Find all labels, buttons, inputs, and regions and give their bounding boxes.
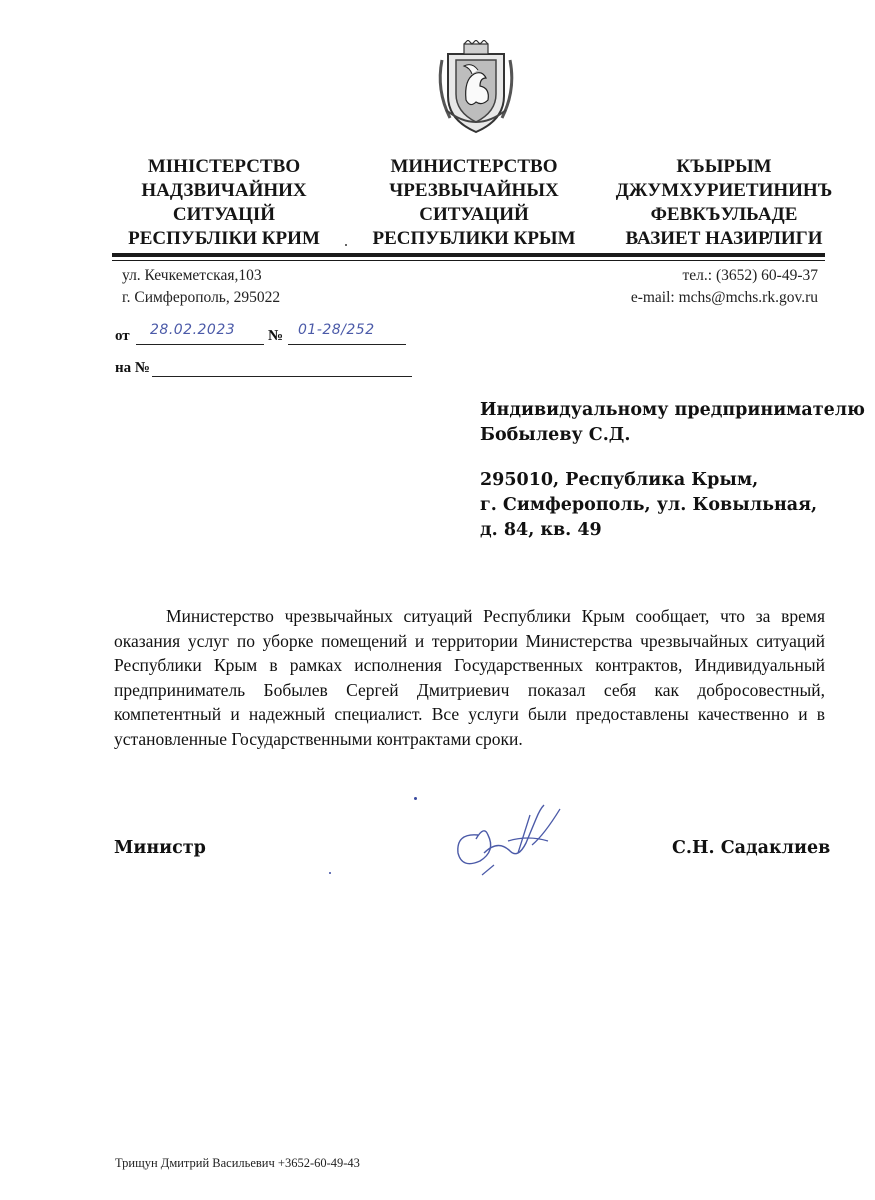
body-paragraph: Министерство чрезвычайных ситуаций Республики Крым сообщает, что за время оказания услуг по уборке помещений и территории Министерства чрезвычайных ситуаций Республики Крым в рамках исполнения Государственных контрактов, Индивидуальный предприниматель Бобылев Сергей Дмитриевич показал себя как добросовестный, компетентный и надежный специалист. Все услуги были предоставлены качественно и в установленные Государственными контрактами сроки.	[114, 606, 825, 749]
org-line: СИТУАЦИЙ	[419, 204, 529, 225]
org-line: МИНИСТЕРСТВО	[390, 156, 558, 177]
ref-on-label: на №	[115, 360, 150, 376]
ref-number-line	[288, 344, 406, 345]
address-line: ул. Кечкеметская,103	[122, 267, 262, 284]
recipient-address-line: г. Симферополь, ул. Ковыльная,	[480, 495, 818, 515]
ref-from-label: от	[115, 328, 130, 344]
header-divider-thin	[112, 260, 825, 261]
org-line: ВАЗИЕТ НАЗИРЛИГИ	[625, 228, 823, 249]
org-line: КЪЫРЫМ	[676, 156, 772, 177]
signatory-name: С.Н. Садаклиев	[672, 838, 831, 858]
org-header-ukrainian	[110, 155, 338, 251]
sender-contacts	[560, 265, 818, 309]
org-line: НАДЗВИЧАЙНИХ	[141, 180, 307, 201]
header-divider-thick	[112, 253, 825, 257]
coat-of-arms-emblem	[434, 40, 518, 136]
scan-speck	[329, 872, 331, 874]
recipient-line: Индивидуальному предпринимателю	[480, 400, 865, 420]
letter-body	[114, 604, 825, 751]
org-header-crimean-tatar	[594, 155, 854, 251]
recipient-line: Бобылеву С.Д.	[480, 425, 631, 445]
address-line: г. Симферополь, 295022	[122, 289, 281, 306]
org-line: РЕСПУБЛИКИ КРЫМ	[372, 228, 576, 249]
sender-address	[122, 265, 280, 309]
ref-date-handwritten: 28.02.2023	[150, 322, 236, 338]
org-line: МІНІСТЕРСТВО	[147, 156, 301, 177]
scan-speck	[414, 797, 417, 800]
recipient-block	[480, 398, 865, 543]
handwritten-signature	[448, 795, 563, 880]
org-line: СИТУАЦІЙ	[172, 204, 276, 225]
phone-line: тел.: (3652) 60-49-37	[682, 267, 818, 284]
executor-footer: Трищун Дмитрий Васильевич +3652-60-49-43	[115, 1156, 360, 1170]
recipient-address-line: д. 84, кв. 49	[480, 520, 602, 540]
org-line: РЕСПУБЛІКИ КРИМ	[128, 228, 320, 249]
ref-on-line	[152, 376, 412, 377]
email-line: e-mail: mchs@mchs.rk.gov.ru	[630, 289, 818, 306]
org-line: ФЕВКЪУЛЬАДЕ	[650, 204, 798, 225]
ref-number-label: №	[268, 328, 284, 344]
org-line: ЧРЕЗВЫЧАЙНЫХ	[389, 180, 559, 201]
scan-speck	[345, 244, 347, 246]
org-line: ДЖУМХУРИЕТИНИНЪ	[615, 180, 833, 201]
recipient-address-line: 295010, Республика Крым,	[480, 470, 759, 490]
org-header-russian	[352, 155, 596, 251]
signatory-title: Министр	[114, 838, 206, 858]
ref-date-line	[136, 344, 264, 345]
ref-number-handwritten: 01-28/252	[298, 322, 375, 338]
